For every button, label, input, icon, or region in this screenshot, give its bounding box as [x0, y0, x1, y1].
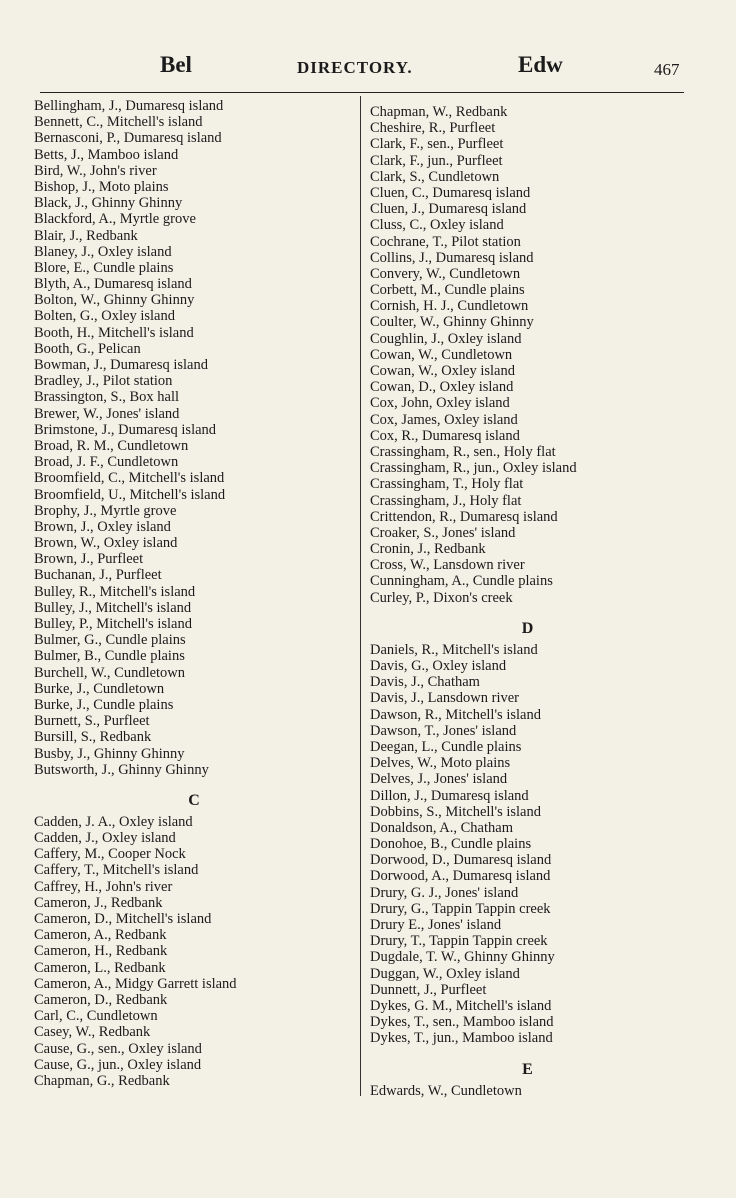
directory-entry: Buchanan, J., Purfleet — [34, 567, 162, 584]
directory-entry: Bennett, C., Mitchell's island — [34, 114, 203, 131]
directory-entry: Chapman, G., Redbank — [34, 1072, 170, 1089]
directory-entry: Cameron, D., Redbank — [34, 991, 168, 1008]
directory-entry: Brewer, W., Jones' island — [34, 405, 180, 422]
directory-entry: Chapman, W., Redbank — [370, 104, 508, 120]
directory-entry: Coughlin, J., Oxley island — [370, 330, 522, 347]
directory-entry: Blyth, A., Dumaresq island — [34, 276, 192, 293]
directory-entry: Cameron, A., Redbank — [34, 927, 167, 944]
directory-entry: Cadden, J., Oxley island — [34, 830, 176, 847]
directory-entry: Dykes, G. M., Mitchell's island — [370, 997, 552, 1014]
directory-entry: Blaney, J., Oxley island — [34, 243, 172, 260]
directory-entry: Corbett, M., Cundle plains — [370, 282, 525, 299]
directory-entry: Dykes, T., jun., Mamboo island — [370, 1030, 553, 1047]
directory-entry: Caffrey, H., John's river — [34, 878, 173, 895]
directory-entry: Cluen, J., Dumaresq island — [370, 201, 527, 218]
directory-entry: Donaldson, A., Chatham — [370, 819, 513, 836]
directory-entry: Crassingham, R., jun., Oxley island — [370, 460, 577, 477]
directory-entry: Bulmer, B., Cundle plains — [34, 648, 185, 665]
directory-entry: Betts, J., Mamboo island — [34, 146, 179, 163]
directory-entry: Broomfield, U., Mitchell's island — [34, 486, 226, 503]
directory-entry: Drury, G., Tappin Tappin creek — [370, 900, 551, 917]
directory-entry: Coulter, W., Ghinny Ghinny — [370, 314, 534, 331]
directory-entry: Cochrane, T., Pilot station — [370, 233, 521, 250]
page-title: DIRECTORY. — [297, 58, 413, 77]
header-rule — [40, 92, 684, 93]
directory-entry: Bulley, P., Mitchell's island — [34, 616, 192, 632]
directory-entry: Crassingham, T., Holy flat — [370, 476, 524, 493]
directory-entry: Cameron, L., Redbank — [34, 959, 166, 976]
directory-entry: Cox, John, Oxley island — [370, 395, 510, 412]
directory-entry: Delves, J., Jones' island — [370, 771, 508, 788]
directory-entry: Blore, E., Cundle plains — [34, 259, 174, 276]
directory-entry: Clark, F., jun., Purfleet — [370, 152, 503, 169]
directory-entry: Duggan, W., Oxley island — [370, 965, 520, 982]
directory-entry: Dugdale, T. W., Ghinny Ghinny — [370, 949, 555, 966]
directory-entry: Cameron, H., Redbank — [34, 943, 168, 960]
directory-entry: Brown, J., Oxley island — [34, 518, 171, 535]
directory-entry: Davis, J., Lansdown river — [370, 690, 520, 707]
directory-entry: Busby, J., Ghinny Ghinny — [34, 745, 185, 762]
directory-entry: Bernasconi, P., Dumaresq island — [34, 130, 222, 147]
directory-entry: Bulley, J., Mitchell's island — [34, 599, 192, 616]
directory-entry: Cowan, W., Cundletown — [370, 346, 513, 363]
directory-entry: Cross, W., Lansdown river — [370, 557, 525, 574]
directory-entry: Cornish, H. J., Cundletown — [370, 298, 529, 315]
section-heading-e: E — [522, 1060, 533, 1078]
directory-entry: Burke, J., Cundle plains — [34, 696, 174, 713]
directory-entry: Butsworth, J., Ghinny Ghinny — [34, 761, 209, 778]
directory-entry: Brown, J., Purfleet — [34, 551, 144, 568]
directory-entry: Brown, W., Oxley island — [34, 535, 178, 552]
directory-entry: Booth, G., Pelican — [34, 340, 141, 357]
directory-entry: Burnett, S., Purfleet — [34, 713, 150, 730]
directory-entry: Bolton, W., Ghinny Ghinny — [34, 292, 195, 309]
directory-entry: Dykes, T., sen., Mamboo island — [370, 1014, 554, 1031]
page-number: 467 — [654, 60, 680, 79]
directory-entry: Drury, G. J., Jones' island — [370, 884, 519, 901]
directory-entry: Black, J., Ghinny Ghinny — [34, 195, 183, 212]
directory-entry: Cameron, A., Midgy Garrett island — [34, 975, 237, 992]
directory-entry: Dunnett, J., Purfleet — [370, 981, 487, 998]
directory-entry: Clark, F., sen., Purfleet — [370, 136, 504, 153]
right-column — [370, 104, 685, 1099]
directory-entry: Blair, J., Redbank — [34, 227, 138, 244]
directory-entry: Booth, H., Mitchell's island — [34, 324, 194, 341]
directory-entry: Drury, T., Tappin Tappin creek — [370, 933, 548, 950]
directory-entry: Carl, C., Cundletown — [34, 1008, 158, 1025]
directory-entry: Clark, S., Cundletown — [370, 168, 500, 185]
directory-entry: Blackford, A., Myrtle grove — [34, 211, 196, 228]
directory-entry: Cluss, C., Oxley island — [370, 217, 504, 234]
directory-entry: Davis, G., Oxley island — [370, 658, 507, 674]
directory-entry: Donohoe, B., Cundle plains — [370, 836, 532, 853]
directory-entry: Deegan, L., Cundle plains — [370, 738, 522, 755]
directory-entry: Broad, R. M., Cundletown — [34, 437, 189, 454]
directory-entry: Croaker, S., Jones' island — [370, 524, 516, 541]
directory-entry: Burchell, W., Cundletown — [34, 664, 186, 681]
directory-entry: Caffery, T., Mitchell's island — [34, 862, 199, 879]
directory-entry: Edwards, W., Cundletown — [370, 1082, 522, 1099]
entry-list-d — [370, 642, 685, 1047]
directory-entry: Cluen, C., Dumaresq island — [370, 184, 531, 201]
directory-entry: Broomfield, C., Mitchell's island — [34, 470, 225, 487]
directory-entry: Bradley, J., Pilot station — [34, 373, 173, 390]
directory-entry: Brimstone, J., Dumaresq island — [34, 421, 217, 438]
directory-entry: Dobbins, S., Mitchell's island — [370, 803, 541, 820]
directory-entry: Crassingham, J., Holy flat — [370, 492, 522, 509]
section-heading-c: C — [188, 791, 200, 809]
left-column — [34, 98, 354, 1089]
directory-entry: Bowman, J., Dumaresq island — [34, 357, 208, 373]
directory-entry: Dawson, R., Mitchell's island — [370, 706, 541, 723]
directory-entry: Cronin, J., Redbank — [370, 541, 486, 558]
directory-entry: Cameron, J., Redbank — [34, 894, 163, 911]
directory-entry: Bulmer, G., Cundle plains — [34, 632, 186, 649]
right-guide-word: Edw — [518, 52, 563, 77]
directory-entry: Bulley, R., Mitchell's island — [34, 583, 196, 600]
column-divider — [360, 96, 361, 1096]
entry-list-c-right — [370, 104, 685, 606]
directory-entry: Dillon, J., Dumaresq island — [370, 787, 529, 804]
directory-entry: Delves, W., Moto plains — [370, 755, 511, 772]
directory-entry: Dawson, T., Jones' island — [370, 722, 517, 739]
directory-entry: Daniels, R., Mitchell's island — [370, 641, 538, 658]
directory-entry: Bursill, S., Redbank — [34, 729, 152, 746]
directory-entry: Curley, P., Dixon's creek — [370, 589, 513, 606]
directory-entry: Burke, J., Cundletown — [34, 680, 165, 697]
directory-entry: Cowan, W., Oxley island — [370, 363, 515, 379]
directory-entry: Cause, G., sen., Oxley island — [34, 1040, 202, 1057]
directory-entry: Bellingham, J., Dumaresq island — [34, 98, 224, 114]
directory-entry: Casey, W., Redbank — [34, 1024, 151, 1041]
directory-entry: Bolten, G., Oxley island — [34, 308, 175, 325]
directory-entry: Cause, G., jun., Oxley island — [34, 1056, 202, 1073]
entry-list-b — [34, 98, 354, 778]
directory-entry: Crassingham, R., sen., Holy flat — [370, 443, 556, 460]
directory-entry: Brophy, J., Myrtle grove — [34, 502, 177, 519]
directory-entry: Broad, J. F., Cundletown — [34, 454, 179, 471]
directory-entry: Cheshire, R., Purfleet — [370, 120, 496, 137]
directory-entry: Dorwood, D., Dumaresq island — [370, 852, 552, 869]
directory-entry: Davis, J., Chatham — [370, 674, 480, 691]
directory-entry: Cadden, J. A., Oxley island — [34, 813, 193, 830]
directory-entry: Bird, W., John's river — [34, 162, 157, 179]
directory-entry: Cunningham, A., Cundle plains — [370, 573, 553, 590]
directory-entry: Collins, J., Dumaresq island — [370, 249, 534, 266]
directory-entry: Cowan, D., Oxley island — [370, 379, 514, 396]
directory-entry: Crittendon, R., Dumaresq island — [370, 508, 558, 525]
directory-entry: Convery, W., Cundletown — [370, 265, 521, 282]
section-heading-d: D — [521, 619, 534, 637]
directory-entry: Dorwood, A., Dumaresq island — [370, 868, 551, 885]
directory-entry: Cox, James, Oxley island — [370, 411, 518, 428]
directory-entry: Brassington, S., Box hall — [34, 389, 180, 406]
directory-entry: Caffery, M., Cooper Nock — [34, 846, 186, 863]
directory-entry: Drury E., Jones' island — [370, 917, 502, 933]
left-guide-word: Bel — [160, 52, 192, 77]
entry-list-c-left — [34, 814, 354, 1089]
directory-entry: Cox, R., Dumaresq island — [370, 427, 520, 444]
entry-list-e — [370, 1083, 685, 1099]
directory-entry: Bishop, J., Moto plains — [34, 178, 169, 195]
directory-entry: Cameron, D., Mitchell's island — [34, 911, 212, 927]
